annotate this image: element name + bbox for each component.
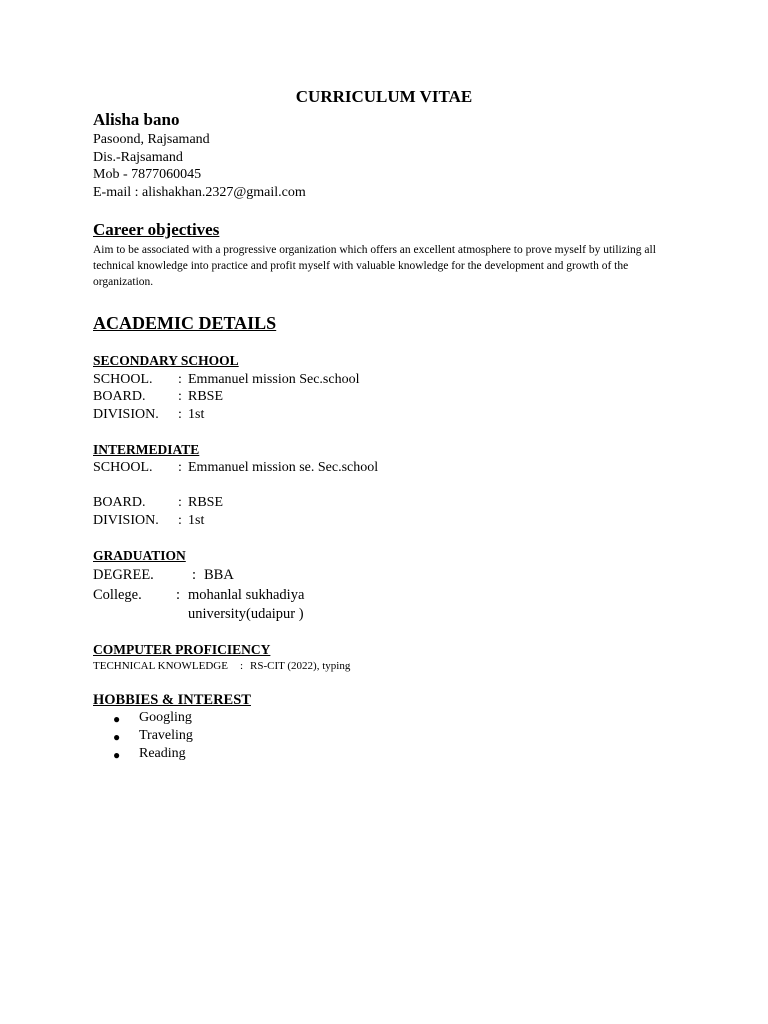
intermediate-board-label: BOARD. <box>93 495 146 510</box>
mobile-number: Mob - 7877060045 <box>93 167 202 182</box>
computer-proficiency-heading: COMPUTER PROFICIENCY <box>93 642 271 657</box>
technical-knowledge-label: TECHNICAL KNOWLEDGE <box>93 660 228 672</box>
secondary-board-label: BOARD. <box>93 389 146 404</box>
separator: : <box>178 372 182 387</box>
technical-knowledge-value: RS-CIT (2022), typing <box>250 660 351 672</box>
intermediate-school-label: SCHOOL. <box>93 460 153 475</box>
academic-details-heading: ACADEMIC DETAILS <box>93 313 277 333</box>
secondary-board-value: RBSE <box>188 389 224 404</box>
document-title: CURRICULUM VITAE <box>295 87 473 106</box>
separator: : <box>178 513 182 528</box>
secondary-school-heading: SECONDARY SCHOOL <box>93 353 239 368</box>
separator: : <box>176 587 181 603</box>
hobby-item: Reading <box>139 746 186 761</box>
intermediate-board-value: RBSE <box>188 495 224 510</box>
separator: : <box>192 567 197 583</box>
bullet-icon: ● <box>113 748 121 762</box>
intermediate-heading: INTERMEDIATE <box>93 442 200 457</box>
secondary-division-label: DIVISION. <box>93 407 159 422</box>
address-line-1: Pasoond, Rajsamand <box>93 132 210 147</box>
separator: : <box>178 495 182 510</box>
separator: : <box>178 407 182 422</box>
intermediate-division-label: DIVISION. <box>93 513 159 528</box>
secondary-division-value: 1st <box>188 407 205 422</box>
hobbies-heading: HOBBIES & INTEREST <box>93 692 251 708</box>
graduation-heading: GRADUATION <box>93 548 186 563</box>
intermediate-school-value: Emmanuel mission se. Sec.school <box>188 460 379 475</box>
graduation-college-label: College. <box>93 587 142 603</box>
career-objectives-text: Aim to be associated with a progressive organization which offers an excellent atmosphere to prove myself by utilizing all technical knowledge into practice and profit myself with valuable knowledge for the development and growth of the organization. <box>93 244 656 288</box>
intermediate-division-value: 1st <box>188 513 205 528</box>
secondary-school-value: Emmanuel mission Sec.school <box>188 372 360 387</box>
hobby-item: Traveling <box>139 728 193 743</box>
graduation-college-value-1: mohanlal sukhadiya <box>188 587 305 603</box>
graduation-degree-label: DEGREE. <box>93 567 154 583</box>
candidate-name: Alisha bano <box>93 110 180 129</box>
email-address: E-mail : alishakhan.2327@gmail.com <box>93 185 306 200</box>
graduation-degree-value: BBA <box>204 567 234 583</box>
graduation-college-value-2: university(udaipur ) <box>188 606 304 622</box>
hobby-item: Googling <box>139 710 192 725</box>
separator: : <box>178 389 182 404</box>
separator: : <box>178 460 182 475</box>
separator: : <box>240 660 244 672</box>
bullet-icon: ● <box>113 712 121 726</box>
address-line-2: Dis.-Rajsamand <box>93 150 183 165</box>
career-objectives-heading: Career objectives <box>93 220 220 239</box>
bullet-icon: ● <box>113 730 121 744</box>
secondary-school-label: SCHOOL. <box>93 372 153 387</box>
